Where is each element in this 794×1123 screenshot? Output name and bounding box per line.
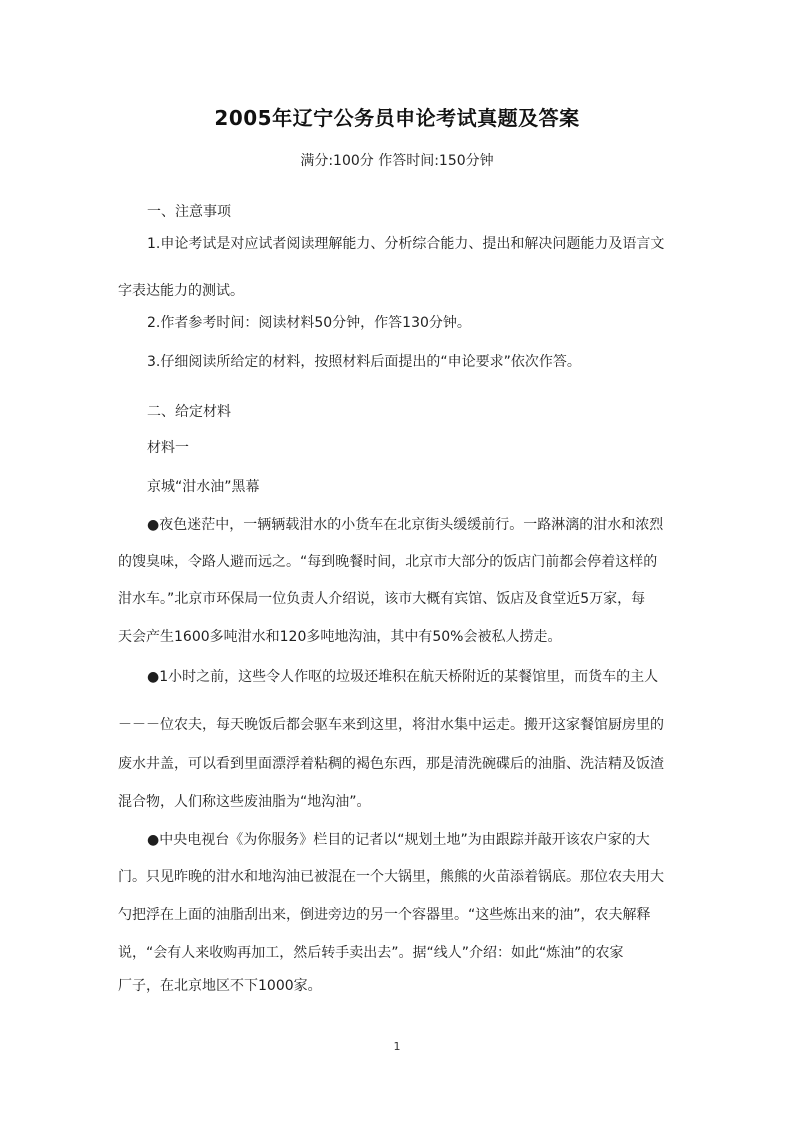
paragraph-line: 2.作者参考时间：阅读材料50分钟，作答130分钟。: [147, 315, 471, 331]
paragraph-line: 1.申论考试是对应试者阅读理解能力、分析综合能力、提出和解决问题能力及语言文: [147, 236, 665, 252]
section-heading-materials: 二、给定材料: [147, 404, 231, 420]
paragraph-line: 的馊臭味，令路人避而远之。“每到晚餐时间，北京市大部分的饭店门前都会停着这样的: [118, 554, 658, 570]
paragraph-line: ●中央电视台《为你服务》栏目的记者以“规划土地”为由跟踪并敲开该农户家的大: [147, 832, 650, 848]
paragraph-line: 3.仔细阅读所给定的材料，按照材料后面提出的“申论要求”依次作答。: [147, 354, 581, 370]
material-headline: 京城“泔水油”黑幕: [147, 479, 260, 495]
paragraph-line: 天会产生1600多吨泔水和120多吨地沟油，其中有50%会被私人捞走。: [118, 629, 562, 645]
paragraph-line: 厂子，在北京地区不下1000家。: [118, 978, 322, 994]
paragraph-line: 说，“会有人来收购再加工，然后转手卖出去”。据“线人”介绍：如此“炼油”的农家: [118, 945, 624, 961]
material-label: 材料一: [147, 440, 189, 456]
paragraph-line: 勺把浮在上面的油脂刮出来，倒进旁边的另一个容器里。“这些炼出来的油”，农夫解释: [118, 907, 651, 923]
page-number: 1: [393, 1040, 401, 1053]
paragraph-line: ●夜色迷茫中，一辆辆载泔水的小货车在北京街头缓缓前行。一路淋漓的泔水和浓烈: [147, 517, 664, 533]
paragraph-line: 混合物，人们称这些废油脂为“地沟油”。: [118, 794, 371, 810]
paragraph-line: 废水井盖，可以看到里面漂浮着粘稠的褐色东西，那是清洗碗碟后的油脂、洗洁精及饭渣: [118, 756, 664, 772]
paragraph-line: ●1小时之前，这些令人作呕的垃圾还堆积在航天桥附近的某餐馆里，而货车的主人: [147, 669, 659, 685]
paragraph-line: 门。只见昨晚的泔水和地沟油已被混在一个大锅里，熊熊的火苗添着锅底。那位农夫用大: [118, 869, 664, 885]
paragraph-line: 泔水车。”北京市环保局一位负责人介绍说，该市大概有宾馆、饭店及食堂近5万家，每: [118, 591, 646, 607]
paragraph-line: 字表达能力的测试。: [118, 283, 244, 299]
paragraph-line: －－－位农夫，每天晚饭后都会驱车来到这里，将泔水集中运走。搬开这家餐馆厨房里的: [118, 717, 664, 733]
document-title: 2005年辽宁公务员申论考试真题及答案: [214, 106, 580, 130]
document-subtitle: 满分:100分 作答时间:150分钟: [300, 153, 494, 169]
section-heading-notes: 一、注意事项: [147, 204, 231, 220]
